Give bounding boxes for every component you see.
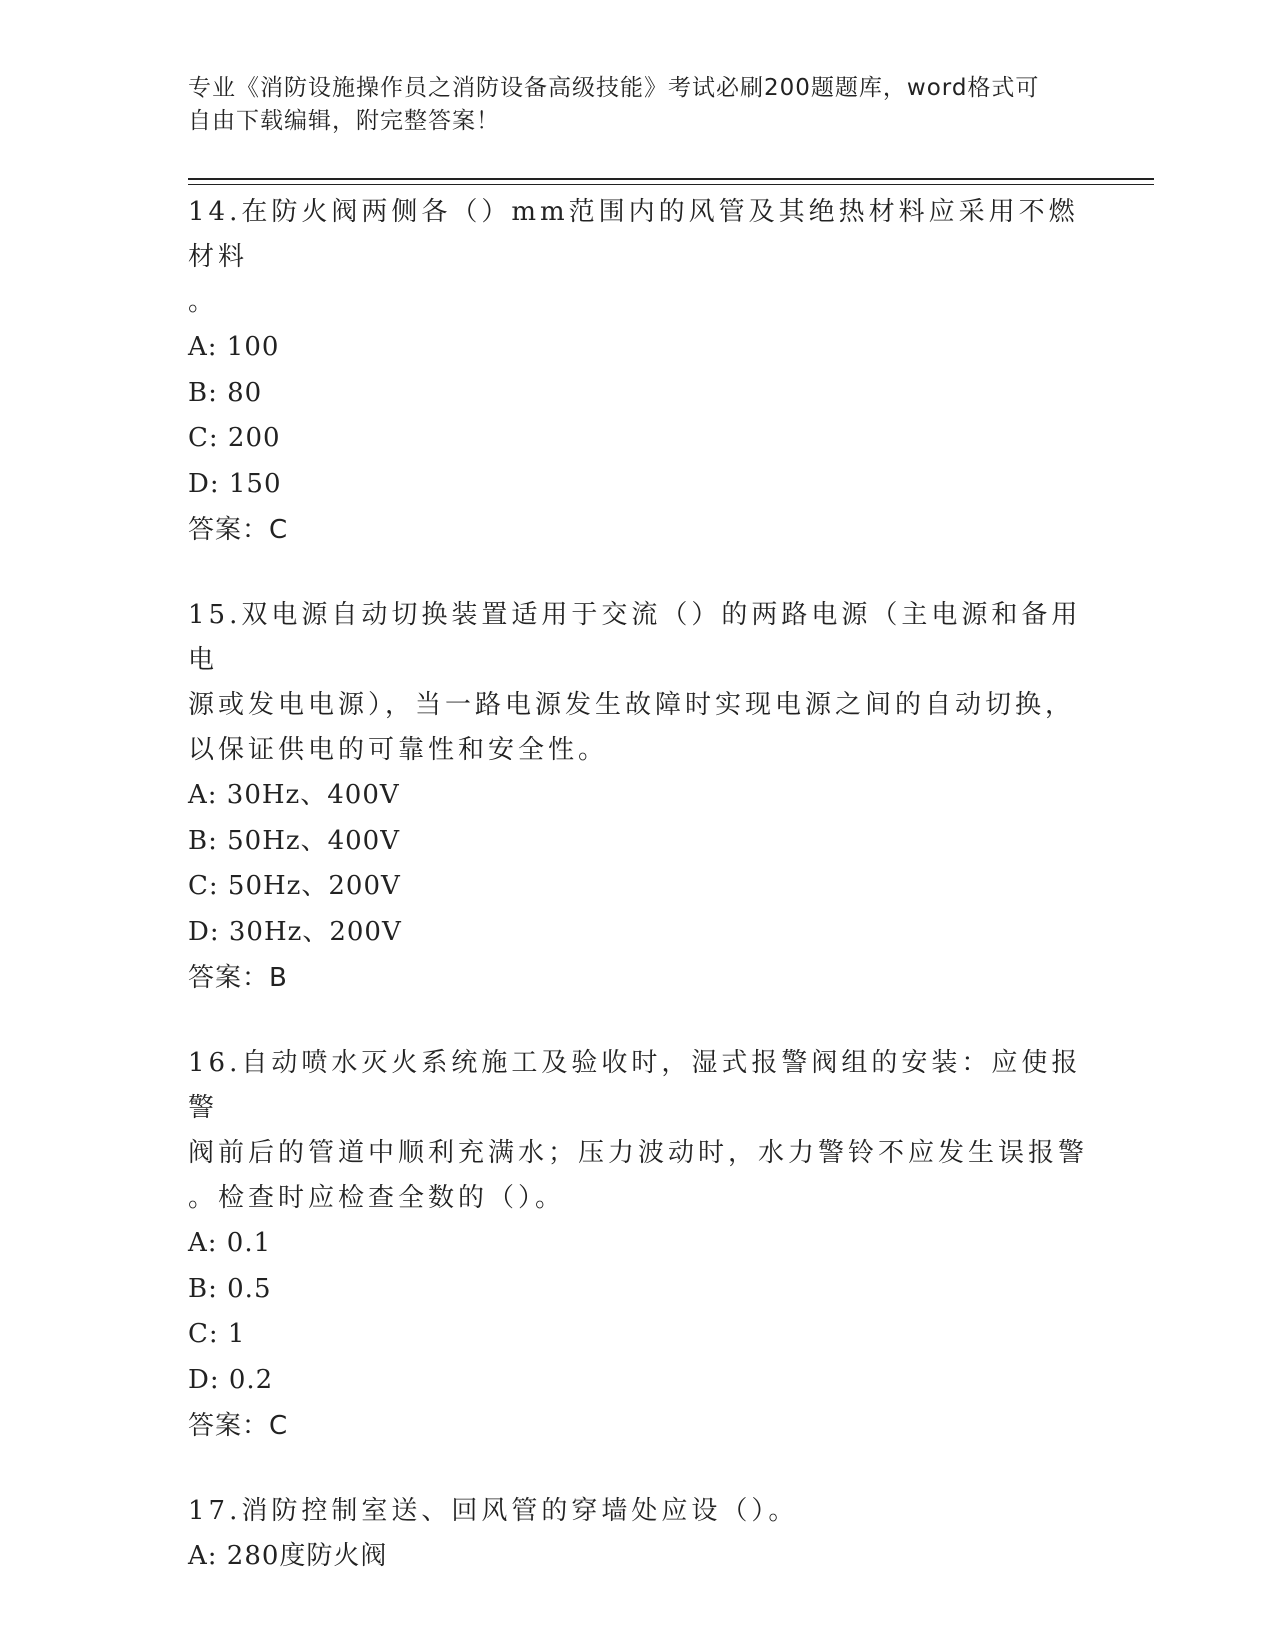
question-14	[188, 190, 1088, 553]
option-d: D: 30Hz、200V	[188, 916, 402, 947]
answer: 答案：B	[188, 963, 288, 993]
option-d: D: 0.2	[188, 1364, 274, 1395]
option-b: B: 0.5	[188, 1273, 272, 1304]
question-16	[188, 1041, 1088, 1449]
stem-line: 以保证供电的可靠性和安全性。	[188, 735, 609, 765]
header-divider-thin	[188, 184, 1154, 185]
stem-line: 。检查时应检查全数的（）。	[188, 1183, 566, 1213]
option-a: A: 30Hz、400V	[188, 780, 400, 810]
header-divider-thick	[188, 178, 1154, 180]
stem-line: 。	[188, 287, 219, 317]
document-header	[188, 72, 1088, 138]
stem-line: 17.消防控制室送、回风管的穿墙处应设（）。	[188, 1496, 799, 1526]
option-a: A: 280度防火阀	[188, 1541, 388, 1571]
option-a: A: 100	[188, 332, 280, 362]
answer: 答案：C	[188, 1411, 289, 1441]
question-stem	[188, 593, 1088, 773]
stem-line: 15.双电源自动切换装置适用于交流（）的两路电源（主电源和备用电	[188, 600, 1082, 675]
option-a: A: 0.1	[188, 1228, 272, 1258]
question-stem	[188, 1041, 1088, 1221]
option-b: B: 80	[188, 377, 263, 408]
question-15	[188, 593, 1088, 1001]
question-17	[188, 1489, 1088, 1580]
question-stem	[188, 190, 1088, 325]
question-stem	[188, 1489, 1088, 1534]
answer: 答案：C	[188, 515, 289, 545]
question-list	[188, 190, 1088, 1620]
stem-line: 源或发电电源），当一路电源发生故障时实现电源之间的自动切换，	[188, 690, 1076, 720]
header-line-2: 自由下载编辑，附完整答案！	[188, 108, 500, 134]
header-line-1: 专业《消防设施操作员之消防设备高级技能》考试必刷200题题库，word格式可	[188, 75, 1040, 101]
option-d: D: 150	[188, 468, 282, 499]
option-c: C: 200	[188, 423, 281, 453]
stem-line: 16.自动喷水灭火系统施工及验收时，湿式报警阀组的安装：应使报警	[188, 1048, 1082, 1123]
stem-line: 阀前后的管道中顺利充满水；压力波动时，水力警铃不应发生误报警	[188, 1138, 1089, 1168]
option-b: B: 50Hz、400V	[188, 825, 400, 856]
stem-line: 14.在防火阀两侧各（）mm范围内的风管及其绝热材料应采用不燃材料	[188, 197, 1079, 272]
option-c: C: 1	[188, 1319, 246, 1349]
option-c: C: 50Hz、200V	[188, 871, 401, 901]
